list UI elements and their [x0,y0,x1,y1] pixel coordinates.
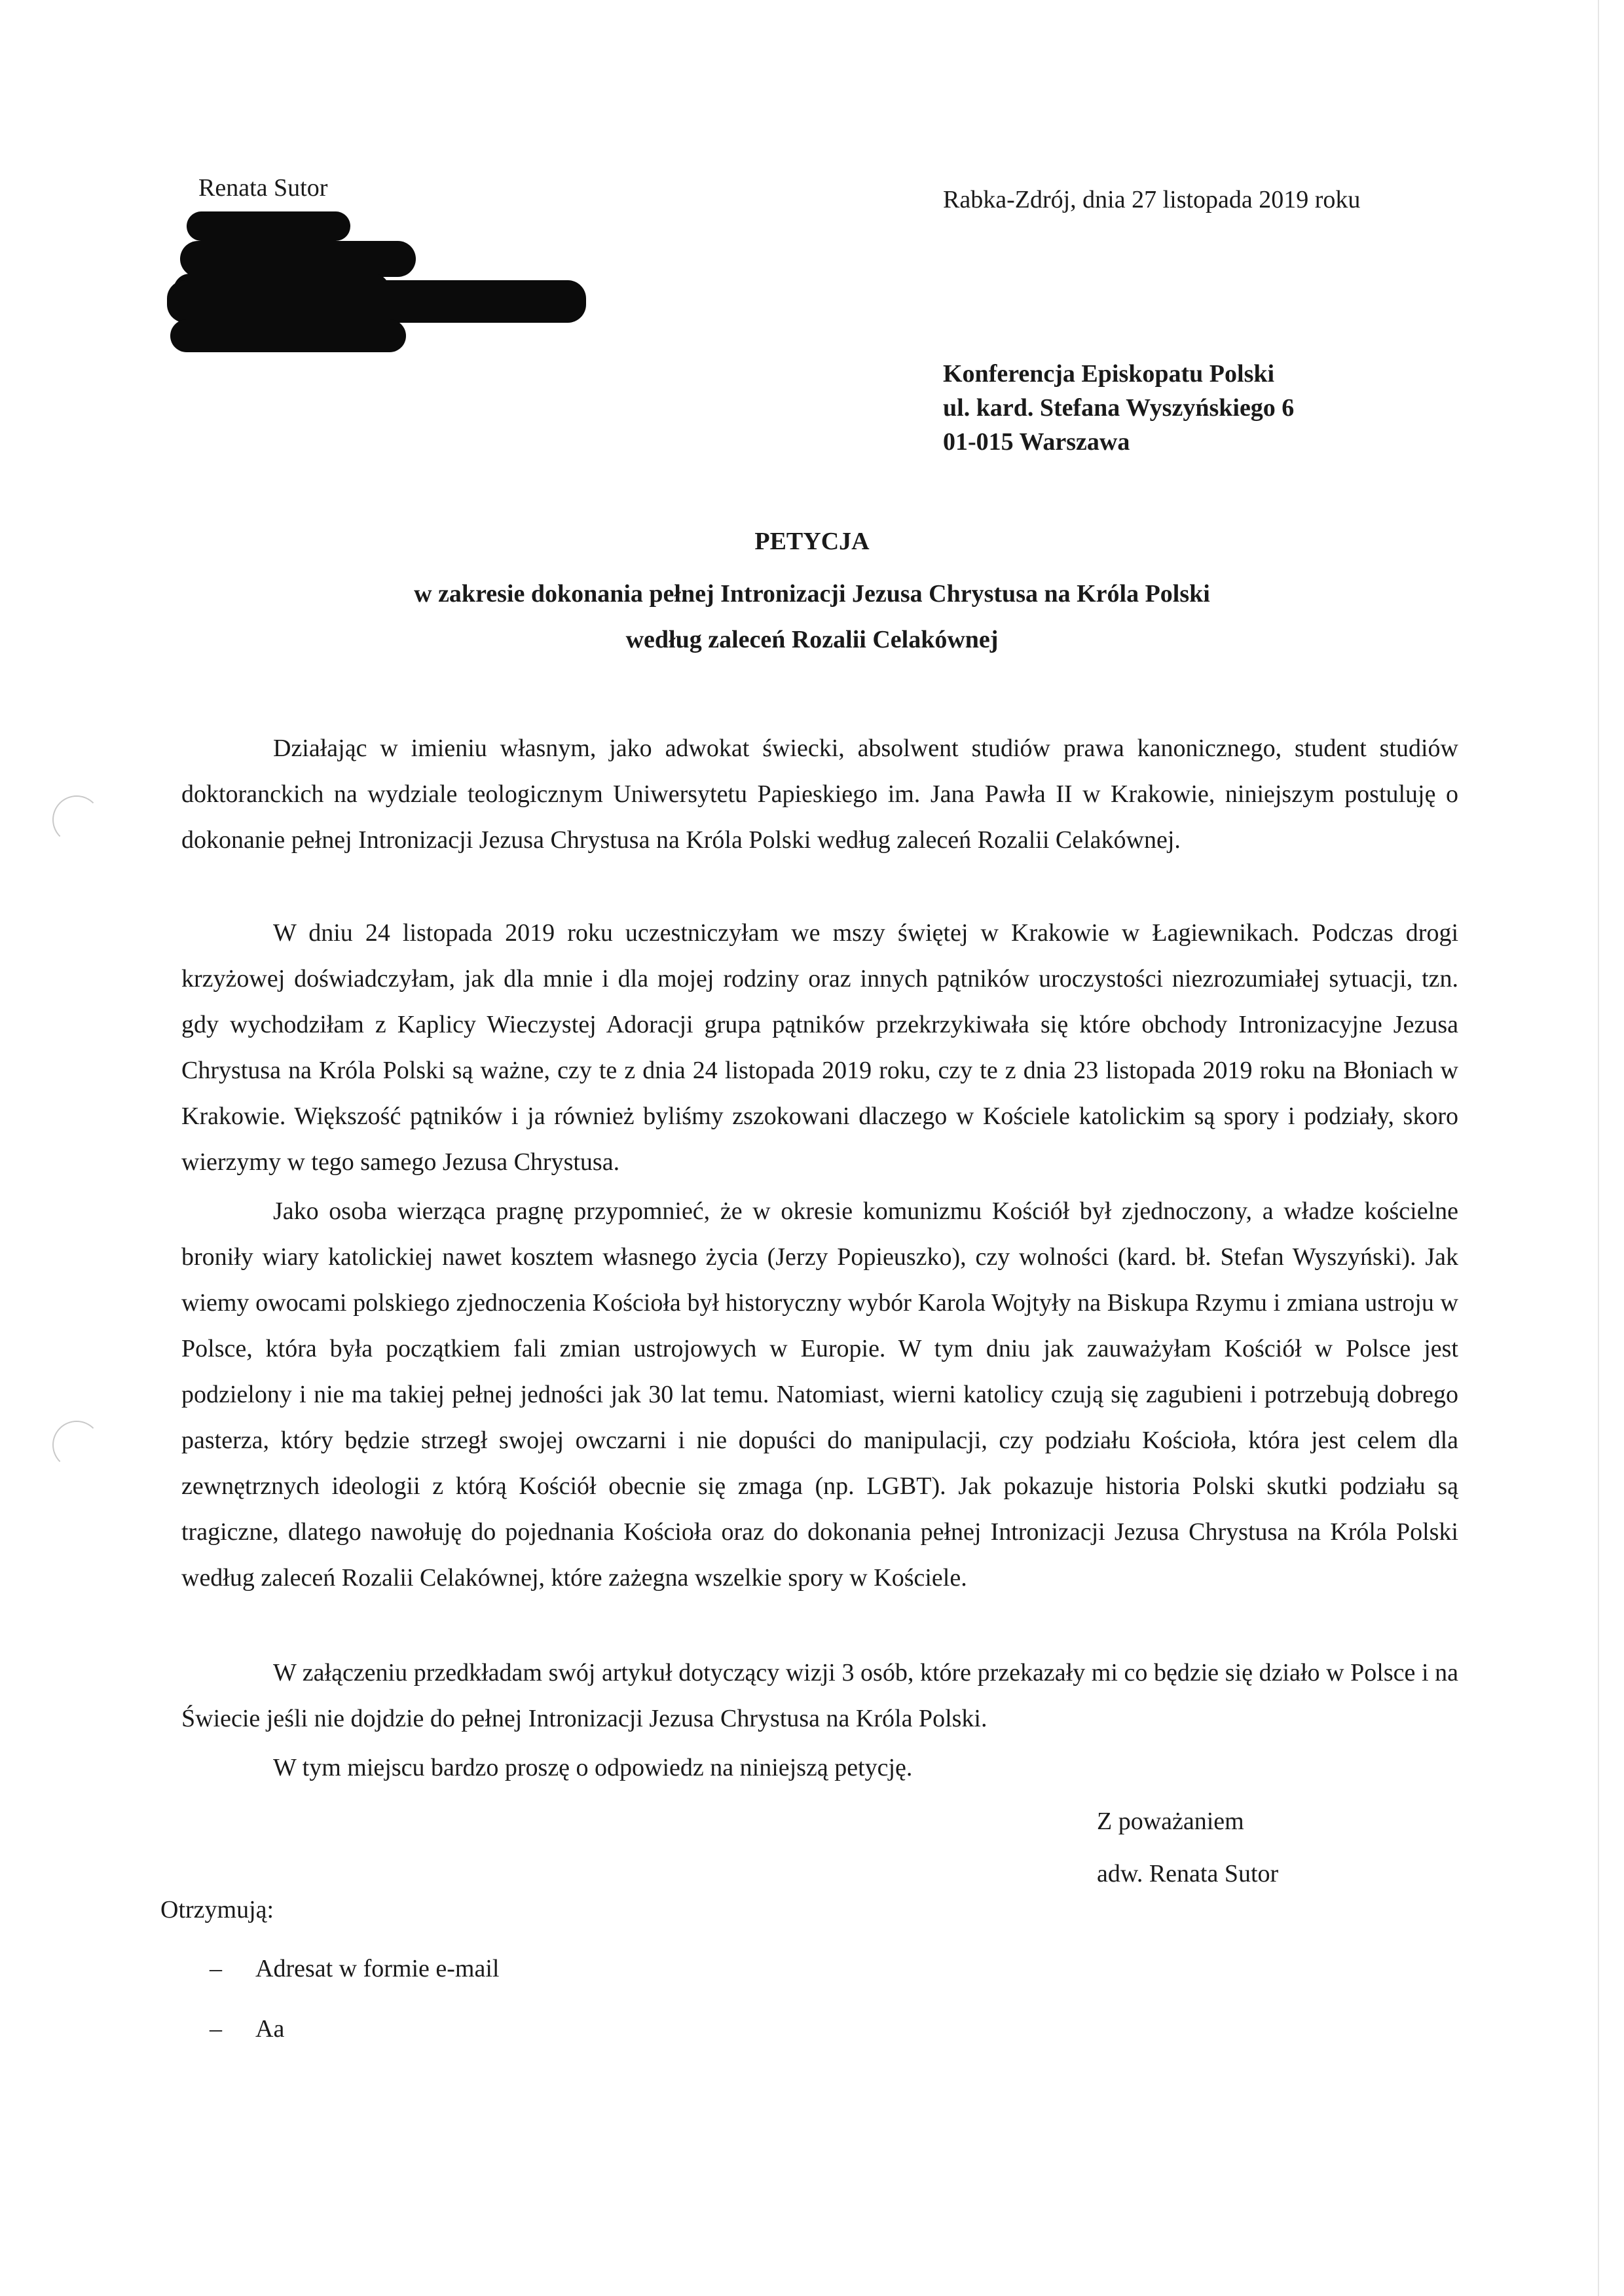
recipient-line-2: ul. kard. Stefana Wyszyńskiego 6 [943,394,1295,422]
document-subtitle-line-2: według zaleceń Rozalii Celakównej [625,626,999,653]
recipients-list-item [210,2014,284,2043]
paragraph-text: W tym miejscu bardzo proszę o odpowiedz na niniejszą petycję. [273,1754,913,1781]
body-paragraph-5 [181,1745,1458,1791]
recipients-list-item [210,1954,499,1983]
paragraph-text: Jako osoba wierząca pragnę przypomnieć, że w okresie komunizmu Kościół był zjednoczony, a władze kościelne broniły wiary katolickiej nawet kosztem własnego życia (Jerzy Popieuszko), czy wolności (kard. bł. Stefan Wyszyński). Jak wiemy owocami polskiego zjednoczenia Kościoła był historyczny wybór Karola Wojtyły na Biskupa Rzymu i zmiana ustroju w Polsce, która była początkiem fali zmian ustrojowych w Europie. W tym dniu jak zauważyłam Kościół w Polsce jest podzielony i nie ma takiej pełnej jedności jak 30 lat temu. Natomiast, wierni katolicy czują się zagubieni i potrzebują dobrego pasterza, który będzie strzegł swojej owczarni i nie dopuści do manipulacji, czy podziału Kościoła, która jest celem dla zewnętrznych ideologii z którą Kościół obecnie się zmaga (np. LGBT). Jak pokazuje historia Polski skutki podziału są tragiczne, dlatego nawołuję do pojednania Kościoła oraz do dokonania pełnej Intronizacji Jezusa Chrystusa na Króla Polski według zaleceń Rozalii Celakównej, które zażegna wszelkie spory w Kościele. [181,1197,1458,1592]
recipients-heading: Otrzymują: [160,1896,274,1923]
dash-bullet: – [210,2015,222,2043]
document-title: PETYCJA [754,528,870,555]
body-paragraph-2 [181,910,1458,1185]
recipient-line-1: Konferencja Episkopatu Polski [943,360,1275,388]
punch-hole-mark [52,795,101,844]
dash-bullet: – [210,1955,222,1982]
body-paragraph-3 [181,1188,1458,1601]
signature-name: adw. Renata Sutor [1097,1860,1279,1887]
body-paragraph-4 [181,1650,1458,1741]
recipients-item-text: Adresat w formie e-mail [255,1955,500,1982]
recipient-address [943,357,1294,459]
document-subtitle-line-1: w zakresie dokonania pełnej Intronizacji Jezusa Chrystusa na Króla Polski [414,580,1210,608]
paragraph-text: W załączeniu przedkładam swój artykuł dotyczący wizji 3 osób, które przekazały mi co będzie się działo w Polsce i na Świecie jeśli nie dojdzie do pełnej Intronizacji Jezusa Chrystusa na Króla Polski. [181,1659,1458,1732]
place-date-line: Rabka-Zdrój, dnia 27 listopada 2019 roku [943,186,1361,213]
punch-hole-mark [52,1421,101,1469]
paragraph-text: Działając w imieniu własnym, jako adwokat świecki, absolwent studiów prawa kanonicznego, student studiów doktoranckich na wydziale teologicznym Uniwersytetu Papieskiego im. Jana Pawła II w Krakowie, niniejszym postuluję o dokonanie pełnej Intronizacji Jezusa Chrystusa na Króla Polski według zaleceń Rozalii Celakównej. [181,735,1458,854]
recipient-line-3: 01-015 Warszawa [943,428,1130,456]
scan-edge-line [1598,0,1599,2296]
closing-salutation: Z poważaniem [1097,1808,1244,1835]
recipients-item-text: Aa [255,2015,285,2043]
paragraph-text: W dniu 24 listopada 2019 roku uczestniczyłam we mszy świętej w Krakowie w Łagiewnikach. Podczas drogi krzyżowej doświadczyłam, jak dla mnie i dla mojej rodziny oraz innych pątników uroczystości niezrozumiałej sytuacji, tzn. gdy wychodziłam z Kaplicy Wieczystej Adoracji grupa pątników przekrzykiwała się które obchody Intronizacyjne Jezusa Chrystusa na Króla Polski są ważne, czy te z dnia 24 listopada 2019 roku, czy te z dnia 23 listopada 2019 roku na Błoniach w Krakowie. Większość pątników i ja również byliśmy zszokowani dlaczego w Kościele katolickim są spory i podziały, skoro wierzymy w tego samego Jezusa Chrystusa. [181,919,1458,1176]
redacted-address-block [167,208,586,355]
sender-name: Renata Sutor [198,174,328,202]
body-paragraph-1 [181,725,1458,863]
